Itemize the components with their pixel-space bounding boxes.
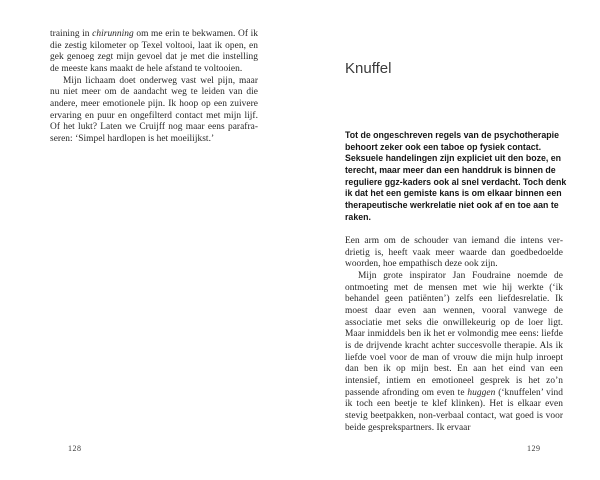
- right-text-block: [345, 236, 563, 434]
- page-number-right: 129: [527, 444, 541, 453]
- chapter-title: Knuffel: [345, 60, 392, 77]
- text-run: Mijn lichaam doet onderweg vast wel pijn, maar nu niet meer om de aandacht weg te leiden van die andere, meer emotionele pijn. Ik hoop op een zuivere ervaring en puur en ongefilterd contact met mijn lijf. Of het lukt? Laten we Cruijff nog maar eens parafraseren: ‘Simpel hardlopen is het moeilijkst.’: [50, 75, 258, 144]
- paragraph: [345, 271, 563, 434]
- text-run: om me erin te bekwamen. Of ik die zestig kilometer op Texel voltooi, laat ik open, en gek genoeg zegt mijn gevoel dat je met die instelling de meeste kans maakt de hele afstand te voltooien.: [50, 29, 258, 74]
- left-text-block: [50, 29, 258, 146]
- text-run: training in: [50, 29, 93, 39]
- paragraph: [50, 29, 258, 76]
- text-run: Een arm om de schouder van iemand die intens verdrietig is, heeft vaak meer waarde dan goedbedoelde woorden, hoe empathisch deze ook zijn.: [345, 236, 563, 270]
- paragraph: [345, 236, 563, 271]
- paragraph: [50, 76, 258, 146]
- italic-text-run: chirunning: [92, 29, 134, 39]
- text-run: (‘knuffelen’ vind ik toch een beetje te klef klinken). Het is elkaar even stevig beetpakken, non-verbaal contact, wat goed is voor beide gesprekspartners. Ik ervaar: [345, 387, 563, 433]
- page-right: [300, 0, 600, 480]
- chapter-intro: Tot de ongeschreven regels van de psychotherapie behoort zeker ook een taboe op fysiek contact. Seksuele handelingen zijn expliciet uit den boze, en terecht, maar meer dan een handdruk is binnen de reguliere ggz-kaders ook al snel verdacht. Toch denk ik dat het een gemiste kans is om elkaar binnen een therapeutische werkrelatie niet ook af en toe aan te raken.: [345, 130, 567, 222]
- italic-text-run: huggen: [467, 387, 496, 398]
- text-run: Mijn grote inspirator Jan Foudraine noemde de ontmoeting met de mensen met wie hij werkte (‘ik behandel geen patiënten’) zelfs een liefdesrelatie. Ik moest daar even aan wennen, vooral vanwege de associatie met seks die onwillekeurig op de loer ligt. Maar inmiddels ben ik het er volmondig mee eens: liefde is de drijvende kracht achter succesvolle therapie. Als ik liefde voel voor de man of vrouw die mijn hulp inroept dan ben ik op mijn best. En aan het eind van een intensief, intiem en emotioneel gesprek is het zo’n passende afronding om even te: [345, 270, 563, 398]
- page-number-left: 128: [68, 444, 82, 453]
